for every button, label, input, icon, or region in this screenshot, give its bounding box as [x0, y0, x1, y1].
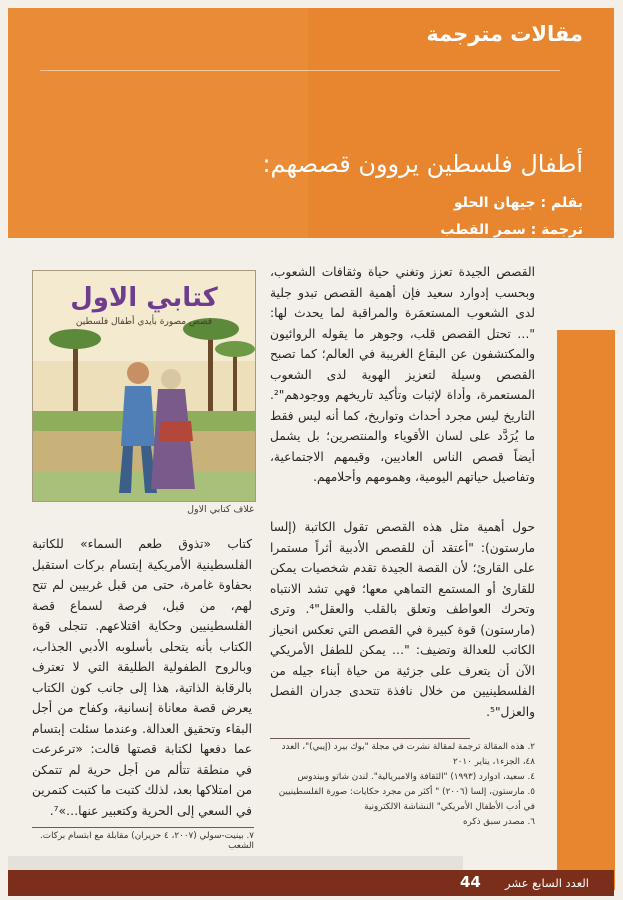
footnote-item: ٦. مصدر سبق ذكره [462, 817, 535, 827]
issue-label: العدد السابع عشر [505, 876, 589, 890]
footer-strip [8, 856, 463, 870]
translator-line: ترجمة : سمر القطب [440, 222, 583, 238]
book-cover-image [32, 270, 256, 502]
page-number: 44 [460, 873, 481, 891]
book-cover-subtitle: قصص مصورة بأيدي أطفال فلسطين [75, 317, 213, 327]
footnotes [270, 740, 535, 830]
header-divider [40, 70, 560, 71]
footnote-left: ٧. بينيت-سولي (٢٠٠٧، ٤ حزيران) مقابلة مع ابتسام بركات. الشعب [32, 827, 254, 851]
footnote-divider [270, 738, 470, 739]
footnote-item: ٤. سعيد، ادوارد (١٩٩٣) "الثقافة والامبريالية". لندن شاتو وبيندوس [297, 772, 535, 782]
body-paragraph-1: القصص الجيدة تعزز وتغني حياة وثقافات الشعوب، وبحسب إدوارد سعيد فإن أهمية القصص تبدو جلية لدى الشعوب المستعمَرة والمراقبة لما يحدث لها: "… تحتل القصص قلب، وجوهر ما يقوله الروائيون والمكتشفون عن البقاع الغريبة في العالم؛ كما تصبح القصص وسيلة لتعزيز الهوية لدى الشعوب المستعمرة، وأداة لإثبات وتأكيد تاريخهم ووجودهم"². التاريخ ليس مجرد أحداث وتواريخ، كما أنه ليس فقط ما يُرَدَّد على لسان الأقوياء والمنتصرين؛ بل يشمل أيضاً قصص الناس العاديين، وقيمهم الاجتماعية، وتفاصيل حياتهم اليومية، وهمومهم وأحلامهم. [270, 265, 535, 484]
side-accent-bar [557, 330, 615, 890]
footnote-item: ٥. مارستون، إلسا (٢٠٠٦) " أكثر من مجرد حكايات: صورة الفلسطينيين في أدب الأطفال الأمريكي" النشاشة الالكترونية [278, 787, 535, 812]
footnote-item: ٢. هذه المقالة ترجمة لمقالة نشرت في مجلة "بوك بيرد (إيبي)"، العدد ٤٨، الجزء١، يناير ٢٠١٠ [281, 742, 535, 767]
body-paragraph-3: كتاب «تذوق طعم السماء» للكاتبة الفلسطينية الأمريكية إبتسام بركات استقبل بحفاوة غامرة، حتى من قبل غربيين لم تتح لهم، من قبل، فرصة لسماع قصة الفلسطينيين وحكاية اقتلاعهم. تتجلى قوة الكتاب بأنه يتحلى بأسلوبه الأدبي الجذاب، وبالروح الطفولية الطليقة التي لا تعترف بالرقابة الذاتية، هذا إلى جانب كون الكتاب يعرض قصة معاناة إنسانية، وكفاح من أجل البقاء وتحقيق العدالة. وعندما سئلت إبتسام عما دفعها لكتابة قصتها قالت: «ترعرعت في منطقة تتألم من أجل حرية لم تتمكن من امتلاكها بعد، لذلك كتبت ما كتبت كتمرين في السعي إلى الحرية وكتعبير عنها…»⁷. [32, 537, 252, 818]
book-cover-title: كتابي الاول [70, 283, 218, 313]
section-label: مقالات مترجمة [426, 22, 583, 46]
body-paragraph-2: حول أهمية مثل هذه القصص تقول الكاتبة (إلسا مارستون): "أعتقد أن للقصص الأدبية أثراً مستمرا على القارئ؛ لأن القصة الجيدة تقدم شخصيات يمكن للقارئ أو المستمع التماهي معها؛ فهي تشد الانتباه وتحرك العواطف وتعلق بالقلب والعقل"⁴. وترى (مارستون) قوة كبيرة في القصص التي تعكس انحياز الكاتب للعدالة وتضيف: "… يمكن للطفل الأمريكي الآن أن يتعرف على جزئية من حياة أبناء جيله من الفلسطينيين من خلال نافذة تتحدى جدران الفصل والعزل"⁵. [270, 520, 535, 719]
image-caption: غلاف كتابي الاول [187, 504, 254, 515]
author-line: بقلم : جيهان الحلو [453, 195, 583, 211]
article-title: أطفال فلسطين يروون قصصهم: [262, 150, 583, 178]
